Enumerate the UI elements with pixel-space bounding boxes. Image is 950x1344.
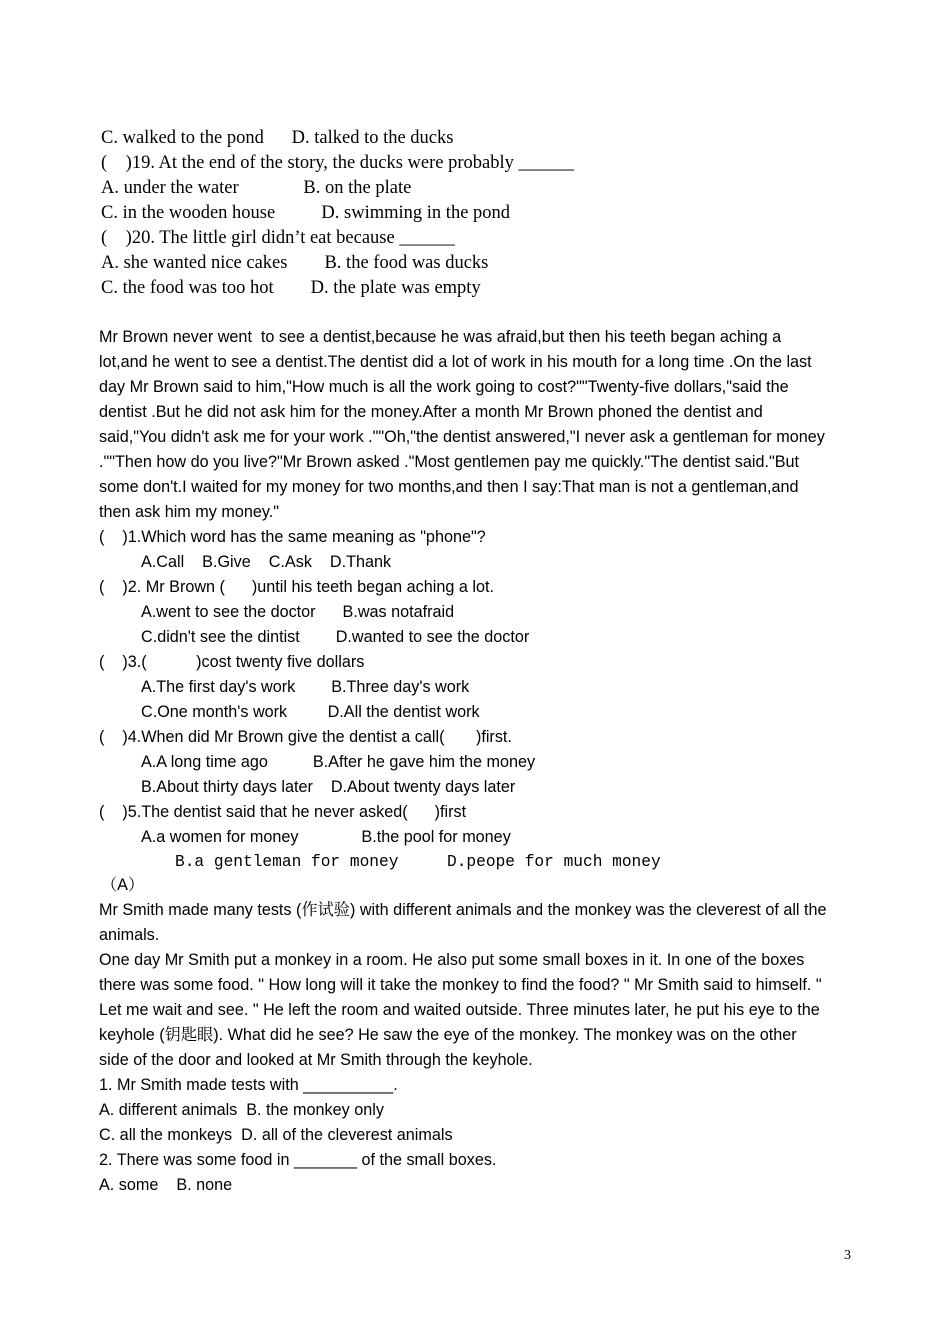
brown-question-2: ( )2. Mr Brown ( )until his teeth began aching a lot.: [99, 578, 494, 596]
page-number: 3: [844, 1248, 851, 1263]
smith-passage-line-7: side of the door and looked at Mr Smith through the keyhole.: [99, 1051, 533, 1069]
smith-question-2-options: A. some B. none: [99, 1176, 233, 1194]
brown-question-1: ( )1.Which word has the same meaning as "phone"?: [99, 528, 486, 546]
quiz1-line-3: A. under the water B. on the plate: [101, 178, 412, 198]
smith-passage-line-4: there was some food. " How long will it take the monkey to find the food? " Mr Smith said to himself. ": [99, 976, 822, 994]
smith-passage-line-3: One day Mr Smith put a monkey in a room. He also put some small boxes in it. In one of the boxes: [99, 951, 805, 969]
brown-question-5: ( )5.The dentist said that he never asked( )first: [99, 803, 467, 821]
brown-question-3-options-b: C.One month's work D.All the dentist work: [141, 703, 480, 721]
smith-passage-line-1: Mr Smith made many tests (作试验) with different animals and the monkey was the cleverest of all the: [99, 901, 827, 919]
brown-question-5-options-b: B.a gentleman for money D.peope for much money: [175, 853, 661, 871]
brown-question-4-options-b: B.About thirty days later D.About twenty days later: [141, 778, 516, 796]
brown-question-2-options-b: C.didn't see the dintist D.wanted to see the doctor: [141, 628, 530, 646]
brown-question-2-options-a: A.went to see the doctor B.was notafraid: [141, 603, 455, 621]
smith-question-1-options-b: C. all the monkeys D. all of the cleverest animals: [99, 1126, 453, 1144]
brown-passage-line-6: .""Then how do you live?"Mr Brown asked ."Most gentlemen pay me quickly."The dentist said."But: [99, 453, 799, 471]
smith-question-1: 1. Mr Smith made tests with __________.: [99, 1076, 398, 1094]
brown-question-3: ( )3.( )cost twenty five dollars: [99, 653, 365, 671]
brown-passage-line-1: Mr Brown never went to see a dentist,because he was afraid,but then his teeth began aching a: [99, 328, 782, 346]
brown-question-3-options-a: A.The first day's work B.Three day's work: [141, 678, 470, 696]
quiz1-question-20: ( )20. The little girl didn’t eat because ______: [101, 228, 455, 248]
smith-passage-line-6: keyhole (钥匙眼). What did he see? He saw the eye of the monkey. The monkey was on the other: [99, 1026, 797, 1044]
brown-passage-line-8: then ask him my money.": [99, 503, 279, 521]
quiz1-line-7: C. the food was too hot D. the plate was empty: [101, 278, 481, 298]
quiz1-line-6: A. she wanted nice cakes B. the food was ducks: [101, 253, 489, 273]
brown-question-4: ( )4.When did Mr Brown give the dentist a call( )first.: [99, 728, 512, 746]
brown-passage-line-7: some don't.I waited for my money for two months,and then I say:That man is not a gentleman,and: [99, 478, 799, 496]
smith-question-1-options-a: A. different animals B. the monkey only: [99, 1101, 384, 1119]
brown-passage-line-3: day Mr Brown said to him,"How much is all the work going to cost?""Twenty-five dollars,"said the: [99, 378, 789, 396]
brown-passage-line-4: dentist .But he did not ask him for the money.After a month Mr Brown phoned the dentist and: [99, 403, 763, 421]
brown-passage-line-5: said,"You didn't ask me for your work .""Oh,"the dentist answered,"I never ask a gentleman for money: [99, 428, 825, 446]
quiz1-line-4: C. in the wooden house D. swimming in the pond: [101, 203, 511, 223]
smith-question-2: 2. There was some food in _______ of the small boxes.: [99, 1151, 497, 1169]
brown-question-4-options-a: A.A long time ago B.After he gave him the money: [141, 753, 536, 771]
quiz1-question-19: ( )19. At the end of the story, the ducks were probably ______: [101, 153, 575, 173]
brown-question-1-options: A.Call B.Give C.Ask D.Thank: [141, 553, 392, 571]
brown-passage-line-2: lot,and he went to see a dentist.The dentist did a lot of work in his mouth for a long time .On the last: [99, 353, 812, 371]
section-a-heading: （A）: [101, 876, 145, 894]
brown-question-5-options-a: A.a women for money B.the pool for money: [141, 828, 511, 846]
smith-passage-line-2: animals.: [99, 926, 160, 944]
smith-passage-line-5: Let me wait and see. " He left the room and waited outside. Three minutes later, he put his eye to the: [99, 1001, 820, 1019]
quiz1-line-1: C. walked to the pond D. talked to the ducks: [101, 128, 454, 148]
